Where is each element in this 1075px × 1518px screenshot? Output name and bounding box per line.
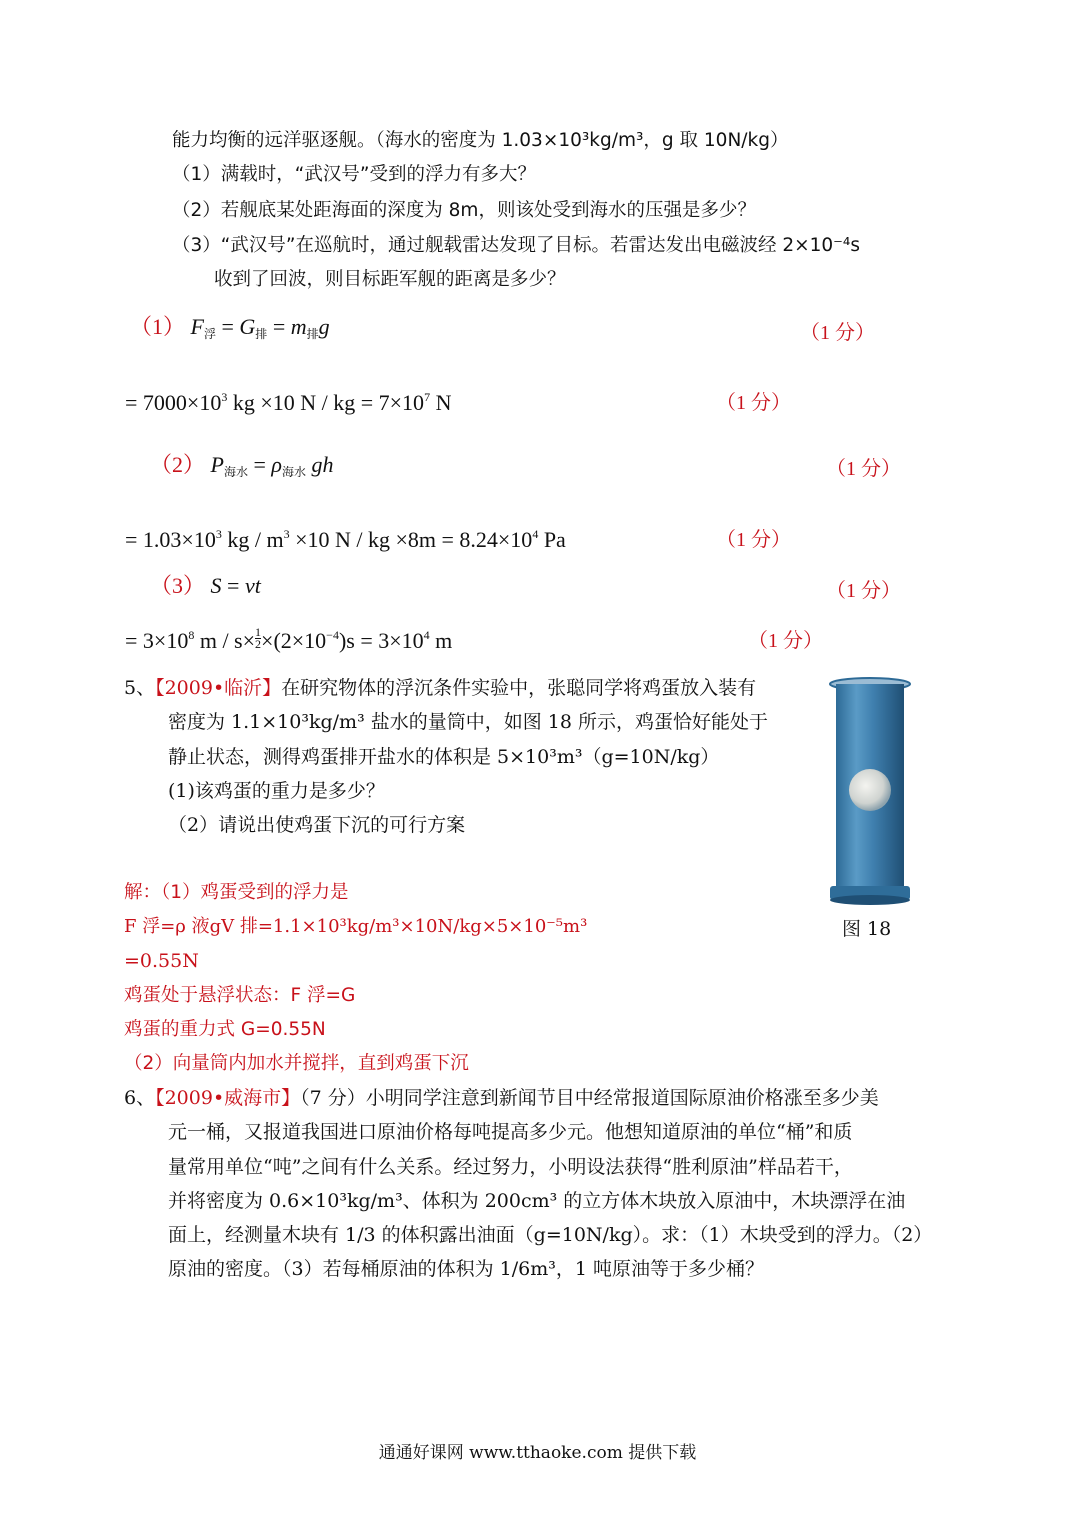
score-5: （1 分） xyxy=(826,580,901,602)
page-footer: 通通好课网 www.tthaoke.com 提供下载 xyxy=(378,1443,697,1463)
solution-4-label-3: （3） xyxy=(150,573,206,598)
score-6: （1 分） xyxy=(748,630,823,652)
problem-6-line-6: 原油的密度。（3）若每桶原油的体积为 1/6m³，1 吨原油等于多少桶？ xyxy=(168,1258,764,1280)
solution-4-eq-3: （2） $P_{海水} = \rho_{海水}$ gh xyxy=(150,452,334,479)
question-4-3b: 收到了回波，则目标距军舰的距离是多少？ xyxy=(214,269,566,290)
score-4: （1 分） xyxy=(716,529,791,551)
solution-4-label-1: （1） xyxy=(130,314,186,339)
problem-6-line-2: 元一桶，又报道我国进口原油价格每吨提高多少元。他想知道原油的单位“桶”和质 xyxy=(168,1121,853,1143)
solution-4-eq-4: = $1.03\times 10^3$ kg / $m^3 \times 10$ N / kg $\times 8m = 8.24\times 10^4$ Pa xyxy=(125,527,566,552)
answer-5-line-4: 鸡蛋处于悬浮状态：F 浮=G xyxy=(124,985,356,1006)
answer-5-line-2: F 浮=ρ 液gV 排=1.1×10³kg/m³×10N/kg×5×10⁻⁵m³ xyxy=(124,916,588,937)
graduated-cylinder-figure xyxy=(828,676,912,906)
problem-6-tag: 【2009•威海市】 xyxy=(155,1087,301,1109)
problem-5-text-1: 在研究物体的浮沉条件实验中，张聪同学将鸡蛋放入装有 xyxy=(281,677,757,699)
solution-4-eq-6: = $3\times 10^8$ m / s× $\frac{1}{2}$ $\times(2\times 10^{-4})s = 3\times 10^4$ m xyxy=(125,625,453,653)
question-5-2: （2）请说出使鸡蛋下沉的可行方案 xyxy=(168,814,466,836)
answer-5-line-1: 解：（1）鸡蛋受到的浮力是 xyxy=(124,882,349,903)
problem-5-line-3: 静止状态，测得鸡蛋排开盐水的体积是 5×10³m³（g=10N/kg） xyxy=(168,746,720,768)
problem-5-line-2: 密度为 1.1×10³kg/m³ 盐水的量筒中，如图 18 所示，鸡蛋恰好能处于 xyxy=(168,711,768,733)
problem-6-line-3: 量常用单位“吨”之间有什么关系。经过努力，小明设法获得“胜利原油”样品若干， xyxy=(168,1156,853,1178)
answer-5-line-5: 鸡蛋的重力式 G=0.55N xyxy=(124,1019,326,1040)
score-2: （1 分） xyxy=(716,392,791,414)
problem-6-line-1 xyxy=(124,1085,879,1111)
question-4-1: （1）满载时，“武汉号”受到的浮力有多大？ xyxy=(172,164,536,185)
solution-4-label-2: （2） xyxy=(150,452,206,477)
solution-4-eq-1: （1） $F_浮 = G_排 = m_排g$ xyxy=(130,314,330,341)
problem-5-line-1 xyxy=(124,675,756,701)
egg-icon xyxy=(849,769,891,811)
solution-4-eq-5: （3） S = vt xyxy=(150,573,261,598)
intro-line-1: 能力均衡的远洋驱逐舰。（海水的密度为 1.03×10³kg/m³，g 取 10N/kg） xyxy=(172,130,789,151)
score-1: （1 分） xyxy=(800,322,875,344)
problem-6-line-4: 并将密度为 0.6×10³kg/m³、体积为 200cm³ 的立方体木块放入原油中，木块漂浮在油 xyxy=(168,1190,906,1212)
answer-5-line-3: =0.55N xyxy=(124,950,199,972)
solution-4-eq-2: = $7000\times 10^3$ kg ×10 N / kg = $7\times 10^7$ N xyxy=(125,390,452,415)
score-3: （1 分） xyxy=(826,458,901,480)
question-4-2: （2）若舰底某处距海面的深度为 8m，则该处受到海水的压强是多少？ xyxy=(172,200,756,221)
problem-5-tag: 【2009•临沂】 xyxy=(155,677,282,699)
question-4-3a: （3）“武汉号”在巡航时，通过舰载雷达发现了目标。若雷达发出电磁波经 2×10⁻⁴s xyxy=(172,235,860,256)
problem-6-number: 6、 xyxy=(124,1087,156,1109)
answer-5-line-6: （2）向量筒内加水并搅拌，直到鸡蛋下沉 xyxy=(124,1053,469,1074)
problem-6-line-5: 面上，经测量木块有 1/3 的体积露出油面（g=10N/kg）。求：（1）木块受到的浮力。（2） xyxy=(168,1224,933,1246)
figure-caption: 图 18 xyxy=(842,918,892,940)
problem-6-text-1: （7 分）小明同学注意到新闻节目中经常报道国际原油价格涨至多少美 xyxy=(300,1087,879,1109)
problem-5-number: 5、 xyxy=(124,677,156,699)
question-5-1: (1)该鸡蛋的重力是多少？ xyxy=(168,780,385,802)
